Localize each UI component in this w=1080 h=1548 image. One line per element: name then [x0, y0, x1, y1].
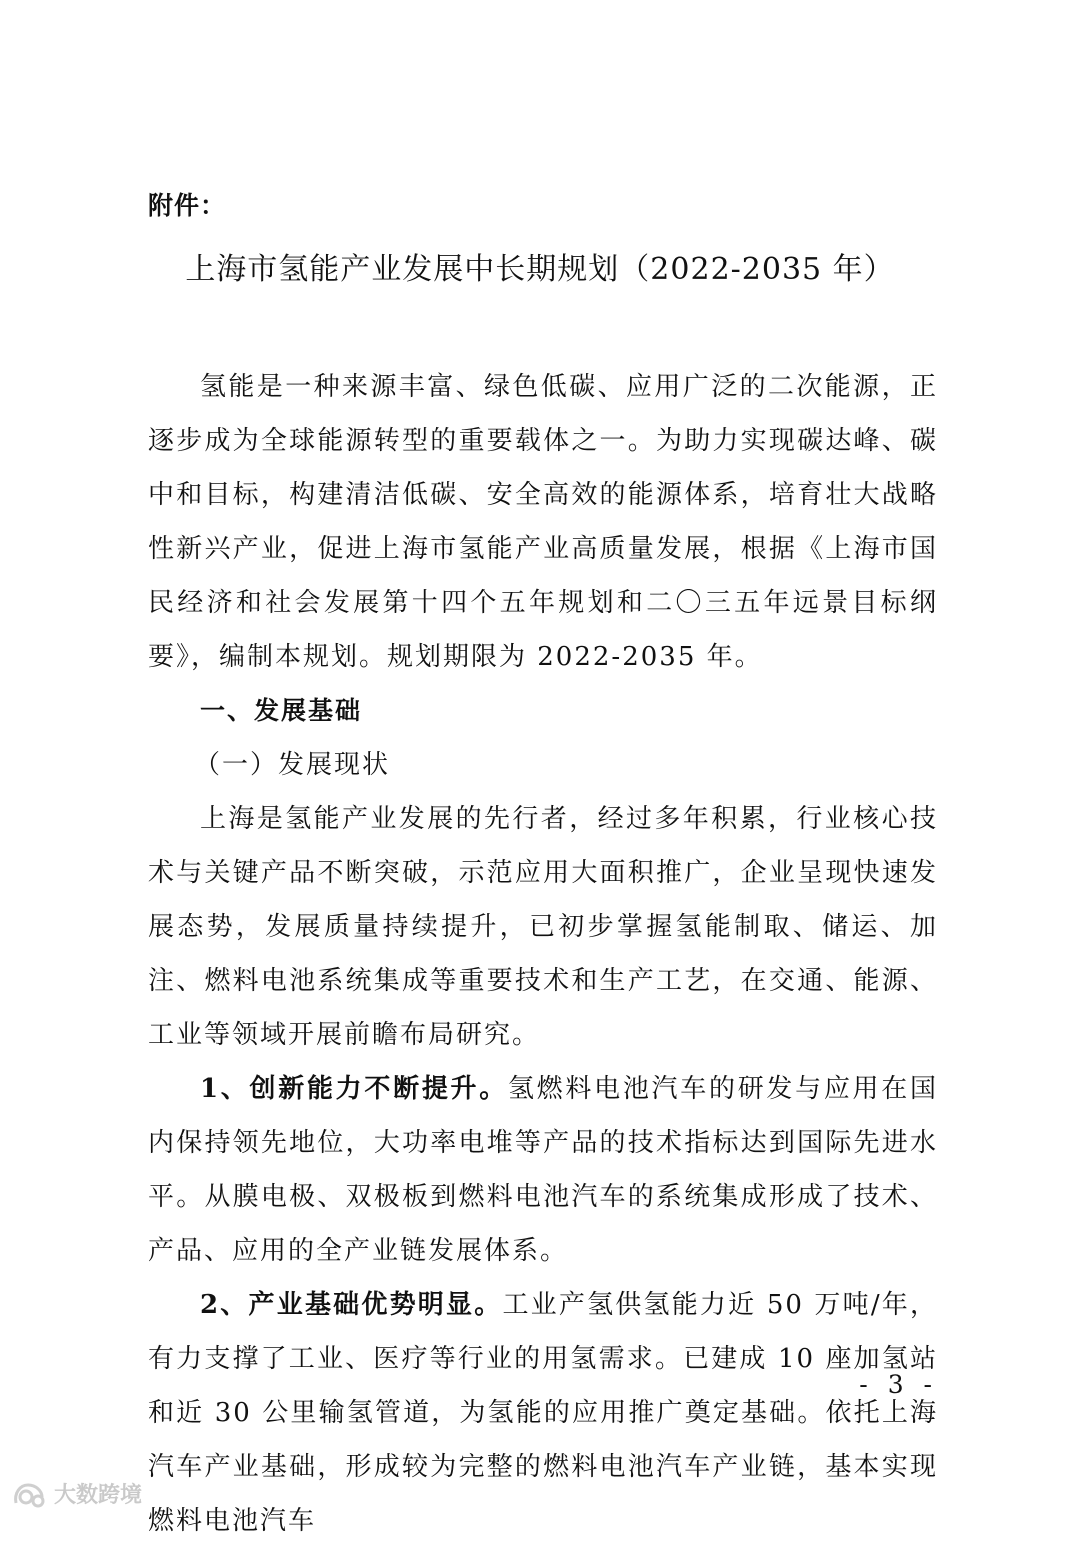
attachment-label: 附件：	[148, 191, 227, 220]
intro-paragraph: 氢能是一种来源丰富、绿色低碳、应用广泛的二次能源，正逐步成为全球能源转型的重要载体之一。为助力实现碳达峰、碳中和目标，构建清洁低碳、安全高效的能源体系，培育壮大战略性新兴产业，促进上海市氢能产业高质量发展，根据《上海市国民经济和社会发展第十四个五年规划和二〇三五年远景目标纲要》，编制本规划。规划期限为 2022-2035 年。	[148, 372, 938, 672]
item-1-paragraph	[148, 1062, 938, 1278]
item-2-lead: 2、产业基础优势明显。	[200, 1290, 503, 1320]
item-1-body: 氢燃料电池汽车的研发与应用在国内保持领先地位，大功率电堆等产品的技术指标达到国际先进水平。从膜电极、双极板到燃料电池汽车的系统集成形成了技术、产品、应用的全产业链发展体系。	[148, 1074, 938, 1266]
section-heading: 一、发展基础	[200, 696, 363, 725]
watermark-text: 大数跨境	[54, 1483, 143, 1508]
brand-logo-icon	[12, 1479, 48, 1509]
document-title: 上海市氢能产业发展中长期规划（2022-2035 年）	[185, 252, 895, 287]
document-body	[148, 360, 938, 1548]
item-1-lead: 1、创新能力不断提升。	[200, 1074, 508, 1104]
item-2-body: 工业产氢供氢能力近 50 万吨/年，有力支撑了工业、医疗等行业的用氢需求。已建成 10 座加氢站和近 30 公里输氢管道，为氢能的应用推广奠定基础。依托上海汽车产业基础，形成较为完整的燃料电池汽车产业链，基本实现燃料电池汽车	[148, 1290, 939, 1536]
subsection-heading: （一）发展现状	[194, 750, 391, 780]
page-number: - 3 -	[859, 1370, 938, 1399]
item-2-paragraph	[148, 1278, 938, 1548]
watermark	[12, 1478, 142, 1509]
status-paragraph: 上海是氢能产业发展的先行者，经过多年积累，行业核心技术与关键产品不断突破，示范应用大面积推广，企业呈现快速发展态势，发展质量持续提升，已初步掌握氢能制取、储运、加注、燃料电池系统集成等重要技术和生产工艺，在交通、能源、工业等领域开展前瞻布局研究。	[148, 804, 938, 1050]
